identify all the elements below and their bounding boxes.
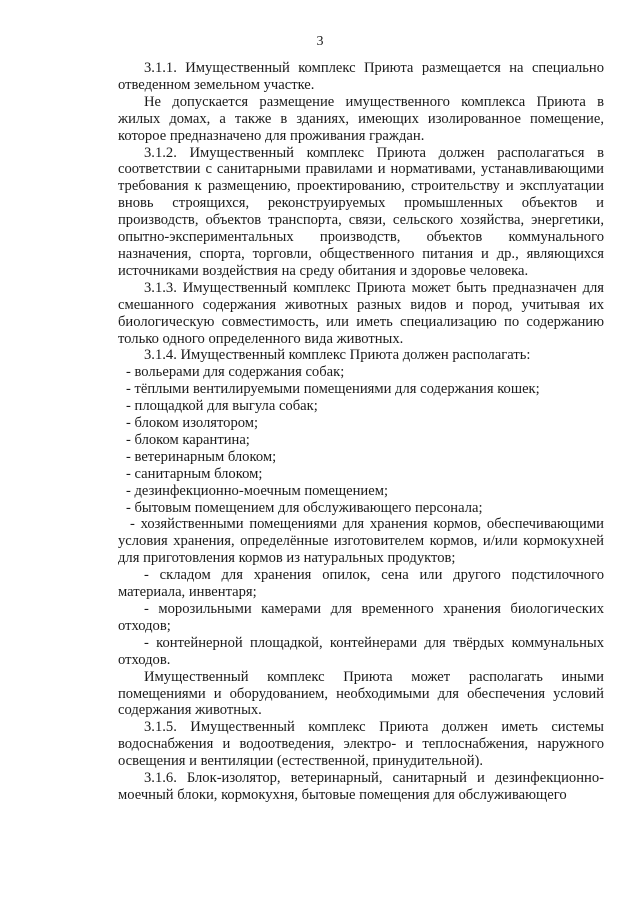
list-item-storage-rooms: - хозяйственными помещениями для хранения кормов, обеспечивающими условия хранения, определённые изготовителем кормов, и/или кормокухней для приготовления кормов из натуральных продуктов; (118, 516, 604, 567)
list-item: - вольерами для содержания собак; (126, 364, 345, 381)
paragraph-3-1-6: 3.1.6. Блок-изолятор, ветеринарный, санитарный и дезинфекционно-моечный блоки, кормокухня, бытовые помещения для обслуживающего (118, 770, 604, 803)
list-item: - тёплыми вентилируемыми помещениями для содержания кошек; (126, 381, 540, 398)
paragraph-3-1-5: 3.1.5. Имущественный комплекс Приюта должен иметь системы водоснабжения и водоотведения, электро- и теплоснабжения, наружного освещения и вентиляции (естественной, принудительной). (118, 719, 604, 770)
list-item: - дезинфекционно-моечным помещением; (126, 482, 388, 499)
list-item-warehouse: - складом для хранения опилок, сена или другого подстилочного материала, инвентаря; (118, 567, 604, 601)
paragraph-3-1-3: 3.1.3. Имущественный комплекс Приюта может быть предназначен для смешанного содержания животных разных видов и пород, учитывая их биологическую совместимость, или иметь специализацию по содержанию только одного определенного вида животных. (118, 279, 604, 347)
list-item-freezers: - морозильными камерами для временного хранения биологических отходов; (118, 601, 604, 634)
list-item: - санитарным блоком; (126, 465, 263, 482)
list-item: - площадкой для выгула собак; (126, 398, 318, 415)
paragraph-3-1-4: 3.1.4. Имущественный комплекс Приюта должен располагать: (144, 347, 531, 364)
paragraph-other-premises: Имущественный комплекс Приюта может располагать иными помещениями и оборудованием, необходимыми для обеспечения условий содержания животных. (118, 668, 604, 719)
paragraph-placement-restriction: Не допускается размещение имущественного комплекса Приюта в жилых домах, а также в зданиях, имеющих изолированное помещение, которое предназначено для проживания граждан. (118, 93, 604, 144)
document-body (118, 60, 604, 804)
list-item: - блоком изолятором; (126, 415, 259, 432)
paragraph-3-1-2: 3.1.2. Имущественный комплекс Приюта должен располагаться в соответствии с санитарными правилами и нормативами, устанавливающими требования к размещению, проектированию, строительству и эксплуатации вновь строящихся, реконструируемых промышленных объектов и производств, объектов транспорта, связи, сельского хозяйства, энергетики, опытно-экспериментальных производств, объектов коммунального назначения, спорта, торговли, общественного питания и др., являющихся источниками воздействия на среду обитания и здоровье человека. (118, 144, 604, 279)
list-item-container-area: - контейнерной площадкой, контейнерами для твёрдых коммунальных отходов. (118, 634, 604, 668)
paragraph-3-1-1: 3.1.1. Имущественный комплекс Приюта размещается на специально отведенном земельном участке. (118, 60, 604, 93)
list-item: - блоком карантина; (126, 431, 250, 448)
page-number: 3 (316, 34, 324, 49)
list-item: - бытовым помещением для обслуживающего персонала; (126, 499, 483, 516)
list-item: - ветеринарным блоком; (126, 448, 277, 465)
